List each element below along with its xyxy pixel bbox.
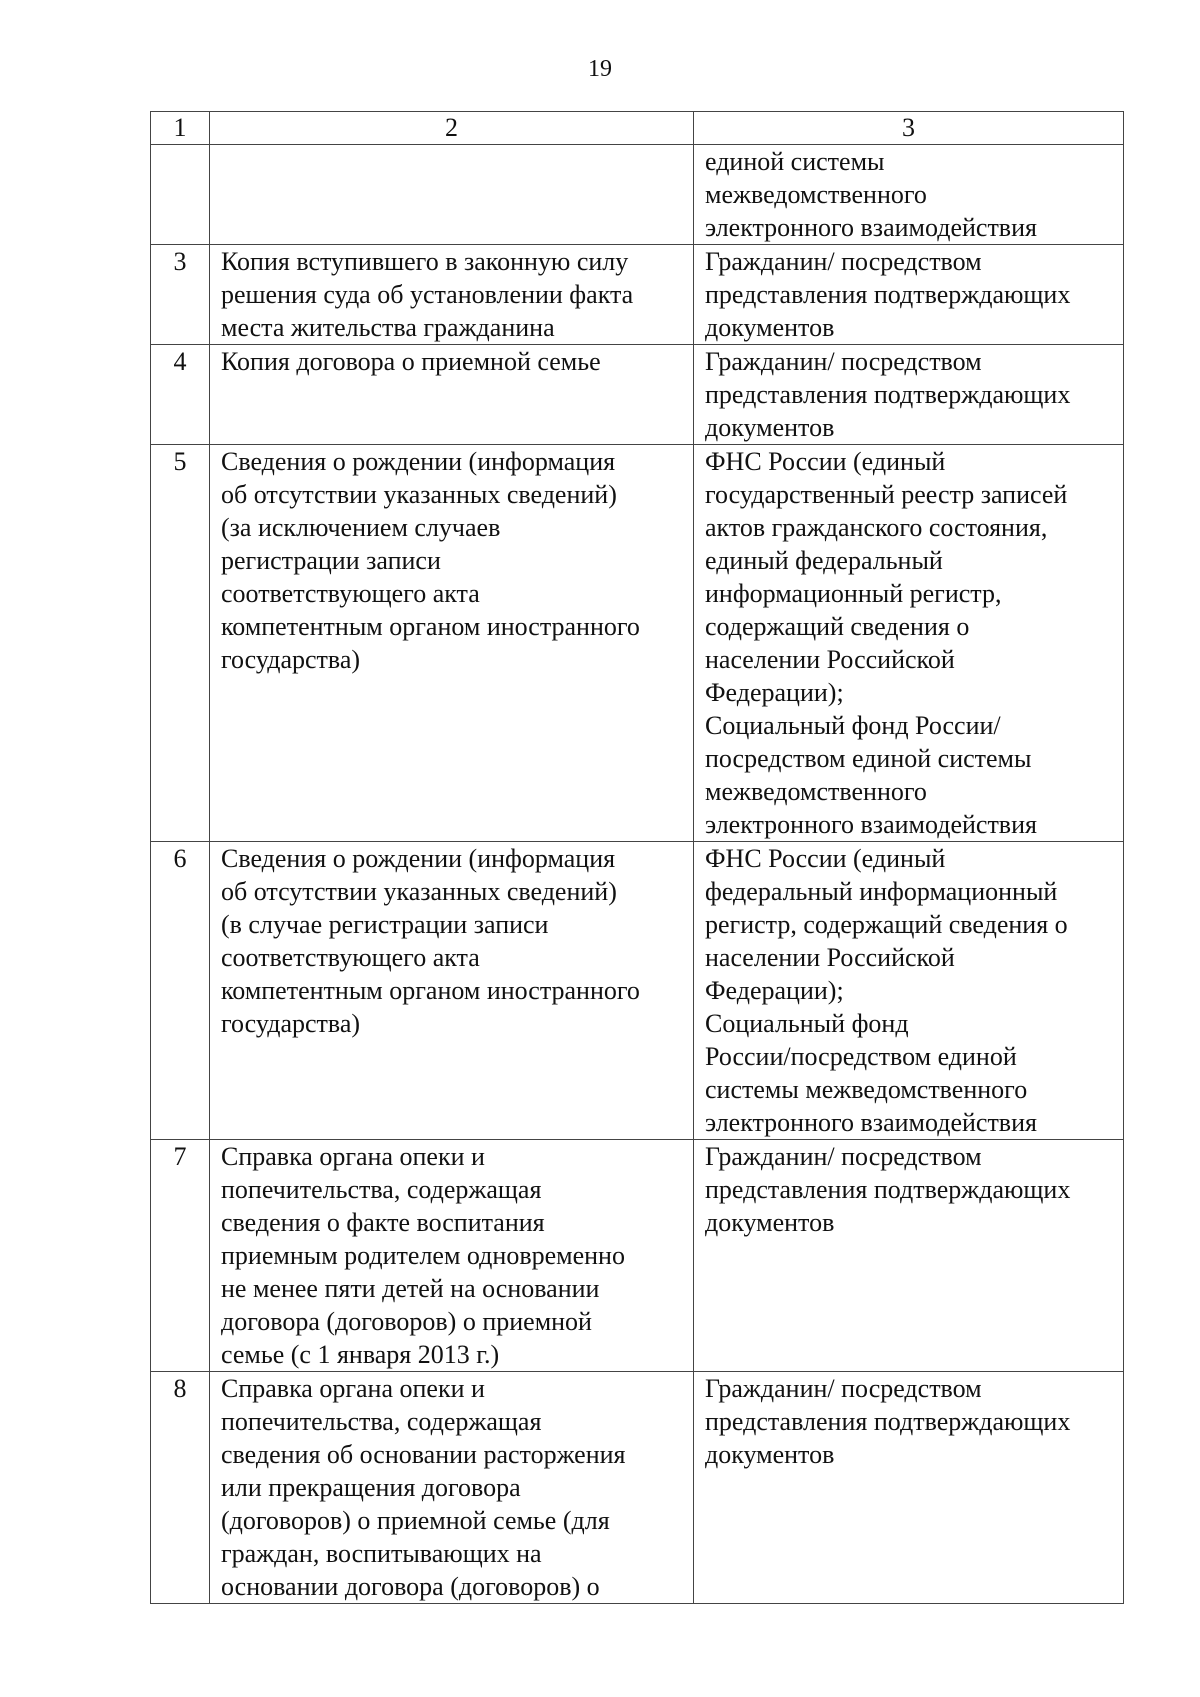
table-row	[151, 445, 1124, 842]
row-source: Гражданин/ посредством представления подтверждающих документов	[694, 245, 1124, 345]
table-header-row	[151, 112, 1124, 145]
row-number	[151, 145, 210, 245]
row-document: Справка органа опеки и попечительства, содержащая сведения о факте воспитания приемным родителем одновременно не менее пяти детей на основании договора (договоров) о приемной семье (с 1 января 2013 г.)	[210, 1140, 694, 1372]
row-number: 8	[151, 1372, 210, 1604]
documents-table	[150, 111, 1124, 1604]
row-number: 7	[151, 1140, 210, 1372]
row-document: Сведения о рождении (информация об отсутствии указанных сведений) (в случае регистрации записи соответствующего акта компетентным органом иностранного государства)	[210, 842, 694, 1140]
row-source: Гражданин/ посредством представления подтверждающих документов	[694, 345, 1124, 445]
table-row	[151, 842, 1124, 1140]
row-document: Копия вступившего в законную силу решения суда об установлении факта места жительства гражданина	[210, 245, 694, 345]
table-row	[151, 345, 1124, 445]
row-document: Копия договора о приемной семье	[210, 345, 694, 445]
row-number: 3	[151, 245, 210, 345]
row-source: единой системы межведомственного электронного взаимодействия	[694, 145, 1124, 245]
column-header-source: 3	[694, 112, 1124, 145]
row-source: Гражданин/ посредством представления подтверждающих документов	[694, 1140, 1124, 1372]
row-document	[210, 145, 694, 245]
column-header-document: 2	[210, 112, 694, 145]
page-number: 19	[588, 56, 612, 82]
row-number: 5	[151, 445, 210, 842]
table-row	[151, 1140, 1124, 1372]
row-source: ФНС России (единый государственный реестр записей актов гражданского состояния, единый федеральный информационный регистр, содержащий сведения о населении Российской Федерации); Социальный фонд России/ посредством единой системы межведомственного электронного взаимодействия	[694, 445, 1124, 842]
row-source: Гражданин/ посредством представления подтверждающих документов	[694, 1372, 1124, 1604]
table-row	[151, 145, 1124, 245]
column-header-number: 1	[151, 112, 210, 145]
row-document: Справка органа опеки и попечительства, содержащая сведения об основании расторжения или прекращения договора (договоров) о приемной семье (для граждан, воспитывающих на основании договора (договоров) о	[210, 1372, 694, 1604]
row-document: Сведения о рождении (информация об отсутствии указанных сведений) (за исключением случаев регистрации записи соответствующего акта компетентным органом иностранного государства)	[210, 445, 694, 842]
row-number: 4	[151, 345, 210, 445]
row-source: ФНС России (единый федеральный информационный регистр, содержащий сведения о населении Российской Федерации); Социальный фонд России/посредством единой системы межведомственного электронного взаимодействия	[694, 842, 1124, 1140]
table-row	[151, 1372, 1124, 1604]
row-number: 6	[151, 842, 210, 1140]
table-row	[151, 245, 1124, 345]
